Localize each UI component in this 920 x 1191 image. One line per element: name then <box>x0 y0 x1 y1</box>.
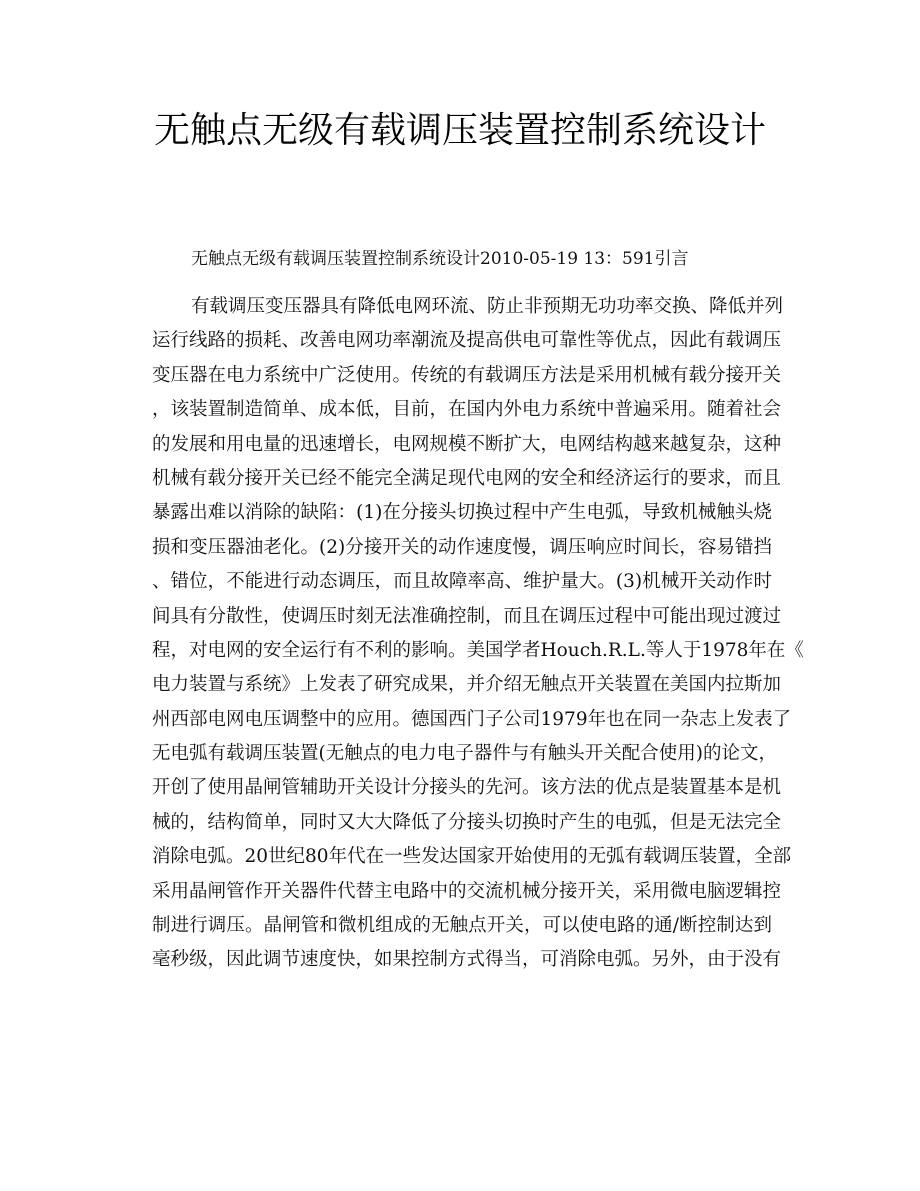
article-header-line: 无触点无级有载调压装置控制系统设计2010-05-19 13：591引言 <box>191 249 689 269</box>
body-line: 运行线路的损耗、改善电网功率潮流及提高供电可靠性等优点，因此有载调压 <box>152 330 782 352</box>
body-line: 损和变压器油老化。(2)分接开关的动作速度慢，调压响应时间长，容易错挡 <box>152 536 772 558</box>
body-line: 有载调压变压器具有降低电网环流、防止非预期无功功率交换、降低并列 <box>191 296 784 317</box>
body-line: 采用晶闸管作开关器件代替主电路中的交流机械分接开关，采用微电脑逻辑控 <box>152 880 782 902</box>
body-line: 程，对电网的安全运行有不利的影响。美国学者Houch.R.L.等人于1978年在《 <box>152 639 804 661</box>
body-line: 毫秒级，因此调节速度快，如果控制方式得当，可消除电弧。另外，由于没有 <box>152 949 782 971</box>
body-line: 暴露出难以消除的缺陷：(1)在分接头切换过程中产生电弧，导致机械触头烧 <box>152 502 772 524</box>
body-line: 机械有载分接开关已经不能完全满足现代电网的安全和经济运行的要求，而且 <box>152 467 782 489</box>
body-line: 电力装置与系统》上发表了研究成果，并介绍无触点开关装置在美国内拉斯加 <box>152 674 782 696</box>
body-line: 无电弧有载调压装置(无触点的电力电子器件与有触头开关配合使用)的论文， <box>152 743 777 765</box>
body-line: 开创了使用晶闸管辅助开关设计分接头的先河。该方法的优点是装置基本是机 <box>152 777 782 799</box>
body-line: 的发展和用电量的迅速增长，电网规模不断扩大，电网结构越来越复杂，这种 <box>152 433 782 455</box>
body-line: 制进行调压。晶闸管和微机组成的无触点开关，可以使电路的通/断控制达到 <box>152 915 772 937</box>
page-title: 无触点无级有载调压装置控制系统设计 <box>153 110 766 151</box>
body-line: 、错位，不能进行动态调压，而且故障率高、维护量大。(3)机械开关动作时 <box>152 571 772 593</box>
body-line: 变压器在电力系统中广泛使用。传统的有载调压方法是采用机械有载分接开关 <box>152 364 782 386</box>
body-line: 消除电弧。20世纪80年代在一些发达国家开始使用的无弧有载调压装置，全部 <box>152 846 792 868</box>
body-line: 间具有分散性，使调压时刻无法准确控制，而且在调压过程中可能出现过渡过 <box>152 605 782 627</box>
article-body <box>152 290 804 978</box>
body-line: 州西部电网电压调整中的应用。德国西门子公司1979年也在同一杂志上发表了 <box>152 708 792 730</box>
body-line: ，该装置制造简单、成本低，目前，在国内外电力系统中普遍采用。随着社会 <box>152 399 782 421</box>
body-line: 械的，结构简单，同时又大大降低了分接头切换时产生的电弧，但是无法完全 <box>152 811 782 833</box>
